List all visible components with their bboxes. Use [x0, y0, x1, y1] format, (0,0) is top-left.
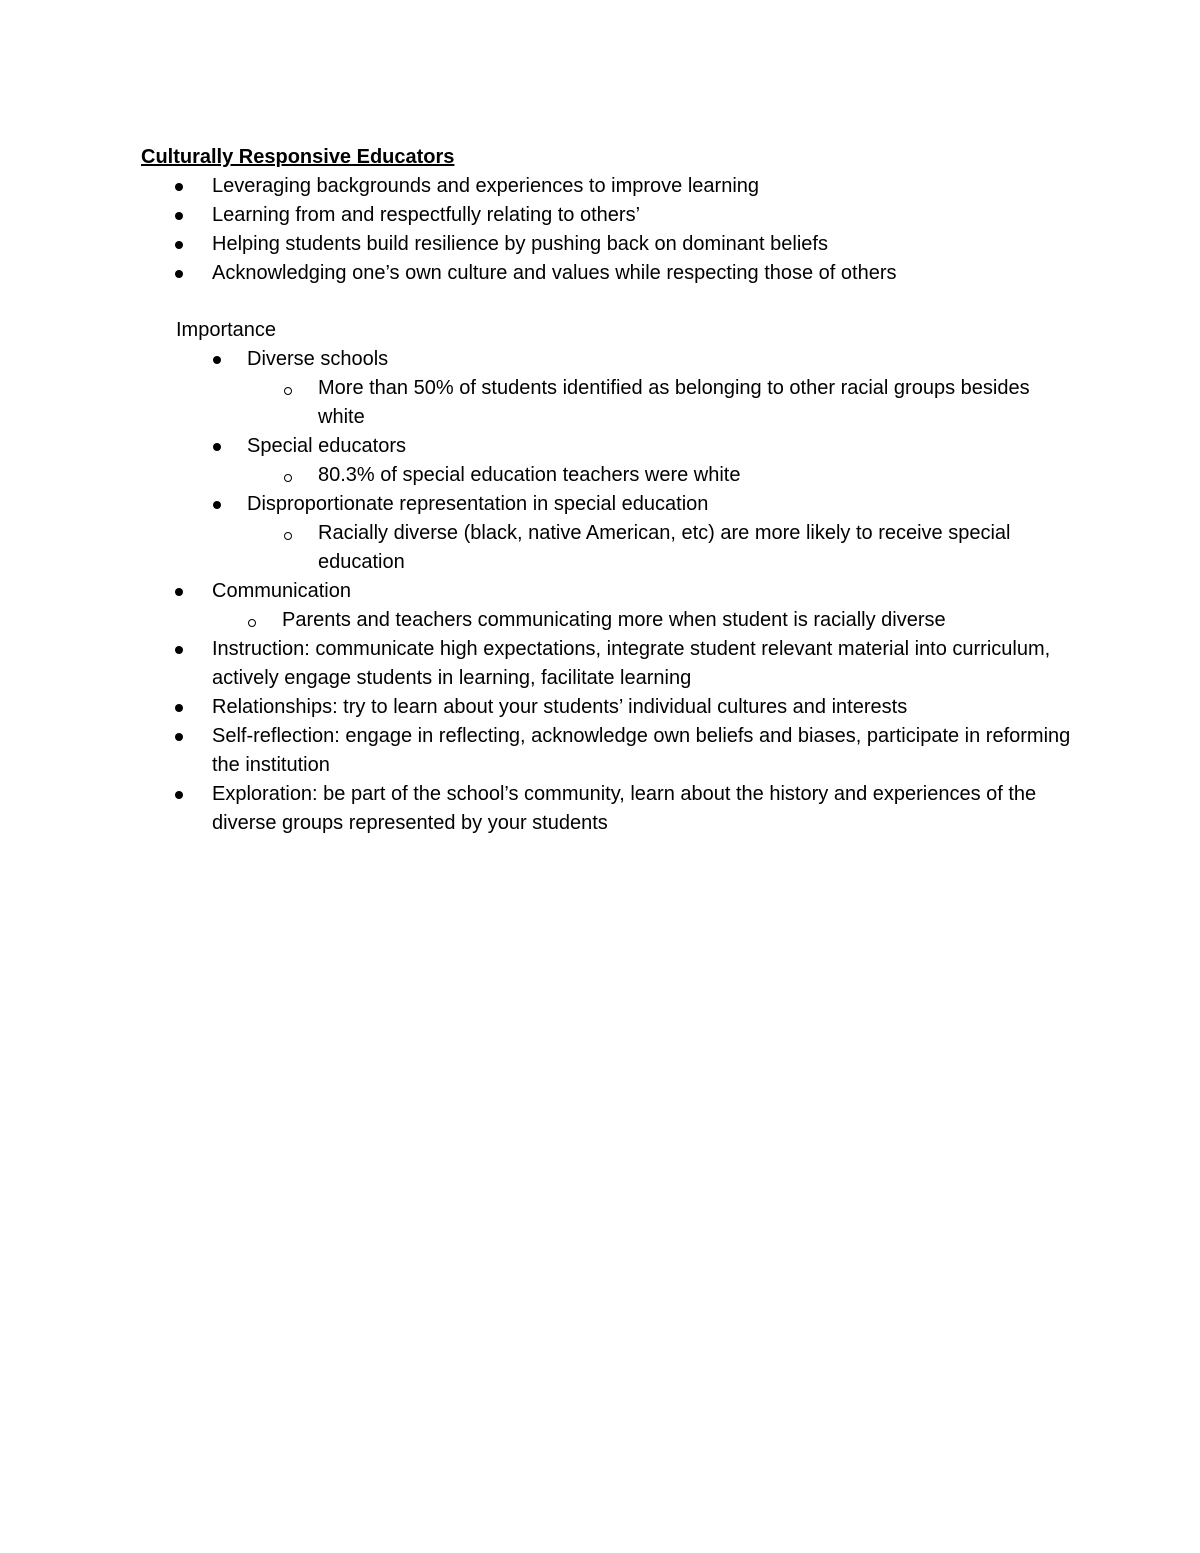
list-item-exploration	[141, 780, 1071, 838]
list-item	[141, 230, 1071, 259]
main-list	[141, 577, 1071, 838]
list-item-communication	[141, 577, 1071, 606]
list-item-special-educators	[141, 432, 1071, 461]
list-item-text: Diverse schools	[247, 348, 389, 370]
list-item	[141, 201, 1071, 230]
list-item-text: Relationships: try to learn about your students’ individual cultures and interests	[212, 696, 908, 718]
list-item-self-reflection	[141, 722, 1071, 780]
list-item-text: Communication	[212, 580, 351, 602]
importance-heading: Importance	[176, 319, 277, 341]
circle-bullet-icon	[284, 532, 292, 540]
bullet-icon	[175, 791, 183, 799]
sub-list-item-text: 80.3% of special education teachers were white	[318, 464, 741, 486]
sub-list-item-text: Parents and teachers communicating more when student is racially diverse	[282, 609, 946, 631]
list-item-text: Learning from and respectfully relating to others’	[212, 204, 641, 226]
document-content	[141, 143, 1071, 838]
list-item-text: Disproportionate representation in special education	[247, 493, 709, 515]
circle-bullet-icon	[248, 619, 256, 627]
list-item-instruction	[141, 635, 1071, 693]
sub-list-item-text: More than 50% of students identified as belonging to other racial groups besides white	[318, 377, 1030, 428]
bullet-icon	[213, 356, 221, 364]
bullet-icon	[175, 212, 183, 220]
circle-bullet-icon	[284, 474, 292, 482]
bullet-icon	[175, 704, 183, 712]
sub-list-item	[141, 461, 1071, 490]
list-item-text: Helping students build resilience by pushing back on dominant beliefs	[212, 233, 828, 255]
sub-list-item-text: Racially diverse (black, native American, etc) are more likely to receive special education	[318, 522, 1011, 573]
bullet-icon	[175, 733, 183, 741]
bullet-icon	[175, 270, 183, 278]
list-item-diverse-schools	[141, 345, 1071, 374]
list-item-text: Leveraging backgrounds and experiences to improve learning	[212, 175, 760, 197]
intro-list	[141, 172, 1071, 288]
sub-list-item	[141, 606, 1071, 635]
list-item-disproportionate	[141, 490, 1071, 519]
list-item-relationships	[141, 693, 1071, 722]
bullet-icon	[175, 183, 183, 191]
bullet-icon	[175, 646, 183, 654]
bullet-icon	[175, 241, 183, 249]
bullet-icon	[213, 501, 221, 509]
bullet-icon	[175, 588, 183, 596]
list-item	[141, 259, 1071, 288]
list-item-text: Self-reflection: engage in reflecting, acknowledge own beliefs and biases, participate in reforming the institution	[212, 725, 1071, 776]
sub-list-item	[141, 519, 1071, 577]
list-item	[141, 172, 1071, 201]
document-title: Culturally Responsive Educators	[141, 146, 455, 168]
sub-list-item	[141, 374, 1071, 432]
circle-bullet-icon	[284, 387, 292, 395]
importance-list	[141, 345, 1071, 577]
list-item-text: Acknowledging one’s own culture and values while respecting those of others	[212, 262, 897, 284]
bullet-icon	[213, 443, 221, 451]
list-item-text: Special educators	[247, 435, 406, 457]
list-item-text: Instruction: communicate high expectations, integrate student relevant material into curriculum, actively engage students in learning, facilitate learning	[212, 638, 1051, 689]
list-item-text: Exploration: be part of the school’s community, learn about the history and experiences of the diverse groups represented by your students	[212, 783, 1037, 834]
